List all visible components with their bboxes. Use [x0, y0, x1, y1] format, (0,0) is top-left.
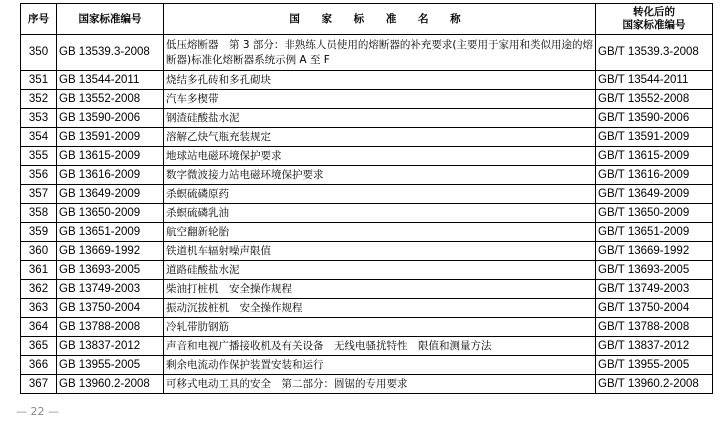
header-converted-line1: 转化后的	[633, 6, 675, 18]
cell-code: GB 13590-2006	[57, 109, 164, 128]
table-body	[21, 35, 713, 394]
cell-name: 烧结多孔砖和多孔砌块	[164, 71, 596, 90]
cell-converted: GB/T 13590-2006	[596, 109, 713, 128]
cell-name: 低压熔断器 第 3 部分：非熟练人员使用的熔断器的补充要求(主要用于家用和类似用途的熔断器)标准化熔断器系统示例 A 至 F	[164, 35, 596, 71]
table-row	[21, 261, 713, 280]
cell-converted: GB/T 13544-2011	[596, 71, 713, 90]
cell-code: GB 13544-2011	[57, 71, 164, 90]
cell-code: GB 13669-1992	[57, 242, 164, 261]
cell-code: GB 13651-2009	[57, 223, 164, 242]
cell-seq: 351	[21, 71, 57, 90]
header-converted	[596, 4, 713, 35]
cell-name: 可移式电动工具的安全 第二部分：圆锯的专用要求	[164, 375, 596, 394]
cell-converted: GB/T 13649-2009	[596, 185, 713, 204]
cell-code: GB 13955-2005	[57, 356, 164, 375]
header-name: 国 家 标 准 名 称	[164, 4, 596, 35]
cell-seq: 359	[21, 223, 57, 242]
cell-converted: GB/T 13651-2009	[596, 223, 713, 242]
header-code: 国家标准编号	[57, 4, 164, 35]
cell-converted: GB/T 13749-2003	[596, 280, 713, 299]
cell-code: GB 13539.3-2008	[57, 35, 164, 71]
cell-converted: GB/T 13955-2005	[596, 356, 713, 375]
table-row	[21, 299, 713, 318]
cell-converted: GB/T 13539.3-2008	[596, 35, 713, 71]
cell-converted: GB/T 13960.2-2008	[596, 375, 713, 394]
cell-name: 汽车多楔带	[164, 90, 596, 109]
cell-code: GB 13616-2009	[57, 166, 164, 185]
table-row	[21, 280, 713, 299]
cell-converted: GB/T 13616-2009	[596, 166, 713, 185]
cell-name: 数字微波接力站电磁环境保护要求	[164, 166, 596, 185]
cell-name: 振动沉拔桩机 安全操作规程	[164, 299, 596, 318]
header-converted-line2: 国家标准编号	[622, 19, 686, 31]
cell-seq: 361	[21, 261, 57, 280]
standards-table	[20, 3, 713, 394]
cell-seq: 352	[21, 90, 57, 109]
cell-converted: GB/T 13552-2008	[596, 90, 713, 109]
cell-name: 声音和电视广播接收机及有关设备 无线电骚扰特性 限值和测量方法	[164, 337, 596, 356]
cell-converted: GB/T 13750-2004	[596, 299, 713, 318]
cell-name: 溶解乙炔气瓶充装规定	[164, 128, 596, 147]
cell-name: 钢渣硅酸盐水泥	[164, 109, 596, 128]
cell-seq: 350	[21, 35, 57, 71]
cell-converted: GB/T 13693-2005	[596, 261, 713, 280]
table-row	[21, 71, 713, 90]
table-row	[21, 356, 713, 375]
table-row	[21, 109, 713, 128]
cell-converted: GB/T 13615-2009	[596, 147, 713, 166]
cell-name: 柴油打桩机 安全操作规程	[164, 280, 596, 299]
cell-code: GB 13749-2003	[57, 280, 164, 299]
table-row	[21, 128, 713, 147]
page-number: — 22 —	[16, 405, 59, 418]
table-row	[21, 337, 713, 356]
cell-code: GB 13960.2-2008	[57, 375, 164, 394]
cell-seq: 363	[21, 299, 57, 318]
cell-seq: 366	[21, 356, 57, 375]
table-row	[21, 223, 713, 242]
table-row	[21, 35, 713, 71]
cell-converted: GB/T 13788-2008	[596, 318, 713, 337]
cell-seq: 367	[21, 375, 57, 394]
cell-code: GB 13837-2012	[57, 337, 164, 356]
cell-name: 剩余电流动作保护装置安装和运行	[164, 356, 596, 375]
table-row	[21, 166, 713, 185]
cell-code: GB 13552-2008	[57, 90, 164, 109]
table-row	[21, 147, 713, 166]
cell-seq: 353	[21, 109, 57, 128]
cell-seq: 356	[21, 166, 57, 185]
cell-converted: GB/T 13591-2009	[596, 128, 713, 147]
cell-code: GB 13693-2005	[57, 261, 164, 280]
cell-name: 航空翻新轮胎	[164, 223, 596, 242]
cell-name: 冷轧带肋钢筋	[164, 318, 596, 337]
table-row	[21, 242, 713, 261]
cell-code: GB 13615-2009	[57, 147, 164, 166]
cell-seq: 365	[21, 337, 57, 356]
table-row	[21, 318, 713, 337]
cell-name: 地球站电磁环境保护要求	[164, 147, 596, 166]
cell-name: 杀螟硫磷乳油	[164, 204, 596, 223]
cell-seq: 357	[21, 185, 57, 204]
table-row	[21, 204, 713, 223]
cell-code: GB 13649-2009	[57, 185, 164, 204]
cell-seq: 360	[21, 242, 57, 261]
cell-converted: GB/T 13650-2009	[596, 204, 713, 223]
cell-seq: 364	[21, 318, 57, 337]
cell-converted: GB/T 13837-2012	[596, 337, 713, 356]
table-row	[21, 185, 713, 204]
table-row	[21, 90, 713, 109]
cell-name: 道路硅酸盐水泥	[164, 261, 596, 280]
cell-seq: 362	[21, 280, 57, 299]
cell-seq: 358	[21, 204, 57, 223]
cell-name: 铁道机车辐射噪声限值	[164, 242, 596, 261]
cell-seq: 354	[21, 128, 57, 147]
cell-code: GB 13650-2009	[57, 204, 164, 223]
cell-code: GB 13788-2008	[57, 318, 164, 337]
cell-name: 杀螟硫磷原药	[164, 185, 596, 204]
cell-code: GB 13750-2004	[57, 299, 164, 318]
table-row	[21, 375, 713, 394]
cell-seq: 355	[21, 147, 57, 166]
table-header-row	[21, 4, 713, 35]
cell-code: GB 13591-2009	[57, 128, 164, 147]
cell-converted: GB/T 13669-1992	[596, 242, 713, 261]
header-seq: 序号	[21, 4, 57, 35]
